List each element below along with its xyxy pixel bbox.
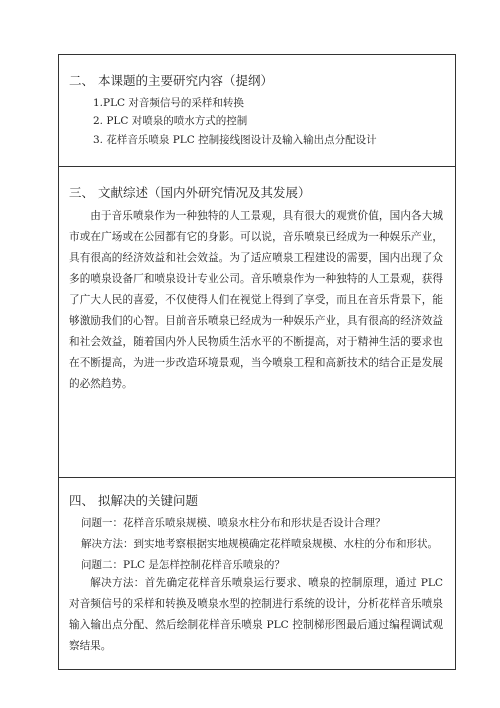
list-item: 1.PLC 对音频信号的采样和转换 xyxy=(93,97,244,109)
list-item: 3. 花样音乐喷泉 PLC 控制接线图设计及输入输出点分配设计 xyxy=(93,134,377,146)
row-divider xyxy=(59,477,455,478)
section-heading-key-problems: 四、 拟解决的关键问题 xyxy=(69,493,198,508)
solution-two: 解决方法：首先确定花样音乐喷泉运行要求、喷泉的控制原理，通过 PLC 对音频信号的采样和转换及喷泉水型的控制进行系统的设计，分析花样音乐喷泉输入输出点分配、然后绘制花样音乐喷泉 PLC 控制梯形图最后通过编程调试观察结果。 xyxy=(69,577,443,652)
row-divider xyxy=(59,166,455,167)
section-heading-research-content: 二、 本课题的主要研究内容（提纲） xyxy=(69,73,273,88)
problem-two: 问题二：PLC 是怎样控制花样音乐喷泉的？ xyxy=(81,559,285,571)
report-table xyxy=(58,54,456,670)
section-heading-literature-review: 三、 文献综述（国内外研究情况及其发展） xyxy=(69,185,311,200)
problem-one: 问题一：花样音乐喷泉规模、喷泉水柱分布和形状是否设计合理？ xyxy=(81,517,386,529)
literature-review-paragraph: 由于音乐喷泉作为一种独特的人工景观，具有很大的观赏价值，国内各大城市或在广场或在公园都有它的身影。可以说，音乐喷泉已经成为一种娱乐产业，具有很高的经济效益和社会效益。为了适应喷泉工程建设的需要，国内出现了众多的喷泉设备厂和喷泉设计专业公司。音乐喷泉作为一种独特的人工景观，获得了广大人民的喜爱，不仅使得人们在视觉上得到了享受，而且在音乐背景下，能够激励我们的心智。目前音乐喷泉已经成为一种娱乐产业，具有很高的经济效益和社会效益，随着国内外人民物质生活水平的不断提高，对于精神生活的要求也在不断提高，为进一步改造环境景观，当今喷泉工程和高新技术的结合正是发展的必然趋势。 xyxy=(69,210,443,390)
list-item: 2. PLC 对喷泉的喷水方式的控制 xyxy=(93,115,248,127)
solution-one: 解决方法：到实地考察根据实地规模确定花样喷泉规模、水柱的分布和形状。 xyxy=(81,538,438,550)
